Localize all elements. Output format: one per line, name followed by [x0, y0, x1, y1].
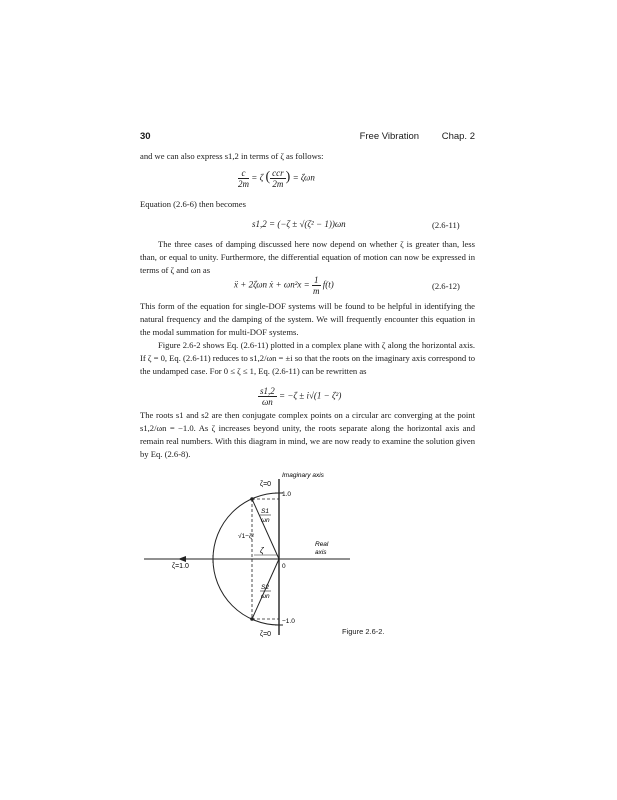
s2-point — [250, 617, 254, 621]
fraction-numerator: 1 — [314, 275, 319, 285]
paragraph-equation-becomes: Equation (2.6-6) then becomes — [140, 199, 246, 209]
fraction-c-over-2m — [238, 168, 249, 189]
paragraph-damping-cases: The three cases of damping discussed here now depend on whether ζ is greater than, less than, or equal to unity. Furthermore, the differential equation of motion can now be expressed in terms of ζ and ωn as — [140, 239, 475, 275]
equation-2-6-12 — [234, 275, 334, 296]
origin-label: 0 — [282, 563, 286, 570]
sqrt-label: √1−ζ² — [238, 533, 255, 540]
fraction-1-over-m — [312, 275, 321, 296]
fraction-ccr-over-2m — [270, 168, 286, 189]
chapter-label: Chap. 2 — [441, 131, 475, 142]
figure-caption: Figure 2.6-2. — [342, 627, 385, 636]
running-title: Free Vibration — [359, 131, 420, 142]
tick-top-label: 1.0 — [282, 491, 292, 498]
s1-point — [250, 497, 254, 501]
fraction-numerator: s1,2 — [260, 386, 275, 396]
fraction-numerator: ccr — [272, 168, 284, 178]
zeta-horizontal-label: ζ — [260, 546, 264, 555]
real-axis-label-2: axis — [315, 549, 327, 556]
equation-rewritten — [258, 386, 341, 407]
real-axis-label-1: Real — [315, 541, 329, 548]
zeta-zero-bottom-label: ζ=0 — [260, 631, 272, 638]
equation-rhs: f(t) — [322, 279, 334, 290]
paragraph-intro: and we can also express s1,2 in terms of ζ as follows: — [140, 151, 324, 161]
page-number: 30 — [140, 131, 151, 142]
zeta-zero-top-label: ζ=0 — [260, 481, 272, 488]
equation-middle: = ζ — [251, 172, 264, 183]
fraction-s-over-omega — [258, 386, 277, 407]
paragraph-figure-description: Figure 2.6-2 shows Eq. (2.6-11) plotted in a complex plane with ζ along the horizontal axis. If ζ = 0, Eq. (2.6-11) reduces to s1,2/ωn = ±i so that the roots on the imaginary axis correspond to the undamped case. For 0 ≤ ζ ≤ 1, Eq. (2.6-11) can be rewritten as — [140, 340, 476, 376]
equation-rhs: = −ζ ± i√(1 − ζ²) — [279, 390, 342, 401]
s2-num-label: S2 — [261, 584, 269, 591]
s1-num-label: S1 — [261, 508, 269, 515]
fraction-denominator: 2m — [238, 179, 249, 189]
equation-2-6-11: s1,2 = (−ζ ± √(ζ² − 1))ωn — [252, 219, 346, 229]
equation-number-2-6-11: (2.6-11) — [432, 220, 460, 230]
equation-rhs: = ζωn — [292, 172, 315, 183]
equation-ratio: $\frac{c}{2m}$ = ζ ( $\frac{\text{ccr}}{2m}$ ) = ζωn — [238, 168, 315, 189]
paragraph-single-dof: This form of the equation for single-DOF systems will be found to be helpful in identifying the natural frequency and the damping of the system. We will frequently encounter this equation in the modal summation for multi-DOF systems. — [140, 301, 475, 337]
imaginary-axis-label: Imaginary axis — [282, 472, 324, 479]
fraction-numerator: c — [238, 168, 249, 179]
fraction-denominator: 2m — [272, 179, 284, 189]
equation-lhs: ẍ + 2ζωn ẋ + ωn²x = — [234, 279, 310, 290]
zeta-one-label: ζ=1.0 — [172, 563, 189, 570]
s1-den-label: ωn — [261, 517, 270, 524]
left-arrow-icon — [178, 556, 186, 562]
s2-den-label: ωn — [261, 593, 270, 600]
complex-plane-figure — [140, 465, 360, 640]
paragraph-conjugate-roots: The roots s1 and s2 are then conjugate complex points on a circular arc converging at the point s1,2/ωn = −1.0. As ζ increases beyond unity, the roots separate along the horizontal axis and remain real numbers. With this diagram in mind, we are now ready to examine the solution given by Eq. (2.6-8). — [140, 410, 475, 459]
fraction-denominator: ωn — [261, 397, 273, 407]
tick-bottom-label: −1.0 — [282, 618, 295, 625]
equation-number-2-6-12: (2.6-12) — [432, 281, 460, 291]
fraction-denominator: m — [313, 286, 320, 296]
